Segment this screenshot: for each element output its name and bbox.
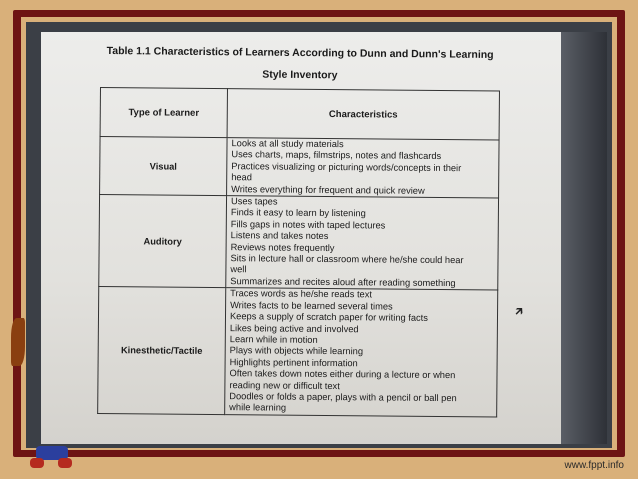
characteristic-line: Writes facts to be learned several times [230,299,393,312]
header-type-of-learner: Type of Learner [100,88,227,138]
characteristic-line: Summarizes and recites aloud after reading something [230,276,456,288]
characteristic-line: Practices visualizing or picturing words/concepts in their [231,160,462,173]
learner-type-auditory: Auditory [99,195,227,288]
watermark-text: www.fppt.info [564,460,624,471]
table-header-row [100,88,499,140]
characteristic-line: Likes being active and involved [229,322,359,334]
mouse-cursor-icon: 🡵 [515,304,524,318]
autumn-leaf-decoration [11,318,25,366]
table-row-auditory [99,195,499,291]
characteristic-line: well [230,264,247,275]
characteristic-line: Uses charts, maps, filmstrips, notes and flashcards [231,149,442,162]
characteristic-line: Keeps a supply of scratch paper for writing facts [229,311,428,323]
characteristics-visual [227,138,499,198]
characteristic-line: Highlights pertinent information [229,356,358,368]
characteristic-line: Sits in lecture hall or classroom where he/she could hear [230,253,464,266]
characteristic-line: Reviews notes frequently [230,241,335,253]
learner-type-visual: Visual [100,137,228,196]
characteristics-auditory [226,196,499,291]
table-row-visual [100,137,499,199]
characteristic-line: head [231,172,252,183]
characteristic-line: Fills gaps in notes with taped lectures [230,218,386,231]
monitor-edge [561,32,607,444]
table-row-kinesthetic [98,287,498,417]
characteristic-line: Writes everything for frequent and quick review [231,183,425,196]
table-title-line-2: Style Inventory [262,68,338,82]
characteristic-line: Listens and takes notes [230,230,329,242]
table-title [60,39,540,88]
learner-type-kinesthetic: Kinesthetic/Tactile [98,287,226,415]
cartoon-figure-decoration [30,446,74,468]
characteristics-kinesthetic [225,288,498,417]
learner-characteristics-table [97,87,500,417]
characteristic-line: Plays with objects while learning [229,345,364,357]
characteristic-line: Doodles or folds a paper, plays with a pencil or ball pen [229,391,457,404]
characteristic-line: Learn while in motion [229,334,318,345]
characteristic-line: Finds it easy to learn by listening [230,207,366,219]
header-characteristics: Characteristics [227,89,499,140]
table-title-line-1: Table 1.1 Characteristics of Learners According to Dunn and Dunn's Learning [106,44,494,62]
characteristic-line: reading new or difficult text [229,379,340,391]
characteristic-line: while learning [229,402,287,413]
characteristic-line: Often takes down notes either during a lecture or when [229,368,456,381]
characteristic-line: Traces words as he/she reads text [230,288,373,300]
characteristic-line: Uses tapes [230,196,278,207]
characteristic-line: Looks at all study materials [231,138,344,150]
